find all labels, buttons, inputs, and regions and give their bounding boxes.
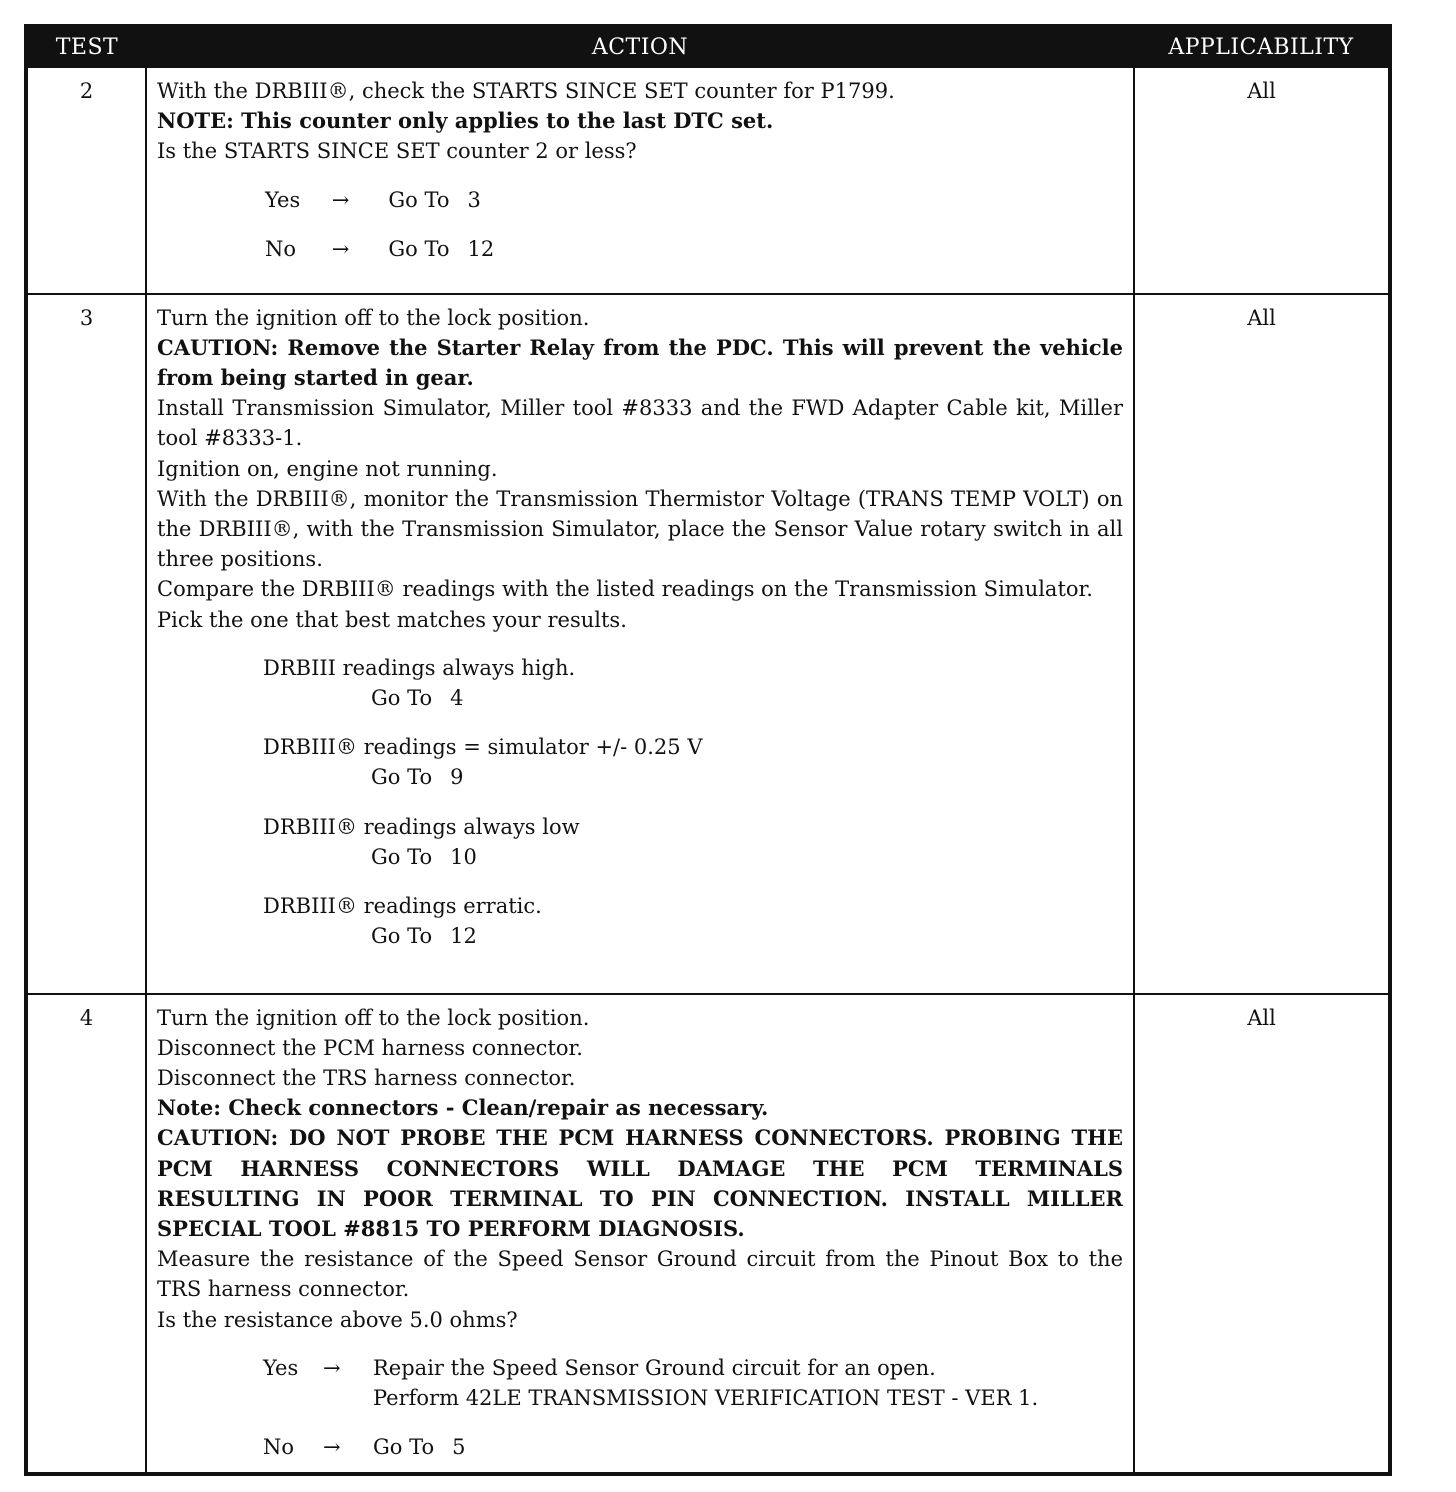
- caution-line: CAUTION: DO NOT PROBE THE PCM HARNESS CONNECTORS. PROBING THE PCM HARNESS CONNECTORS WILL DAMAGE THE PCM TERMINALS RESULTING IN POOR TERMINAL TO PIN CONNECTION. INSTALL MILLER SPECIAL TOOL #8815 TO PERFORM DIAGNOSIS.: [157, 1125, 1123, 1242]
- no-choice: No → Go To 12: [265, 234, 1123, 283]
- applicability-value: All: [1134, 294, 1390, 994]
- result-options: [157, 653, 1123, 952]
- action-line: Ignition on, engine not running.: [157, 456, 498, 481]
- yes-choice: Yes → Repair the Speed Sensor Ground circuit for an open. Perform 42LE TRANSMISSION VERIFICATION TEST - VER 1.: [263, 1353, 1123, 1413]
- note-line: NOTE: This counter only applies to the last DTC set.: [157, 108, 774, 134]
- table-row-test-4: [26, 994, 1390, 1475]
- applicability-value: All: [1134, 994, 1390, 1475]
- action-line: With the DRBIII®, check the STARTS SINCE SET counter for P1799.: [157, 79, 895, 103]
- result-option: DRBIII readings always high. Go To 4: [263, 655, 576, 711]
- action-cell: [146, 994, 1134, 1475]
- test-number: 2: [26, 67, 146, 294]
- action-line: Turn the ignition off to the lock position.: [157, 305, 590, 330]
- action-line: With the DRBIII®, monitor the Transmission Thermistor Voltage (TRANS TEMP VOLT) on the DRBIII®, with the Transmission Simulator, place the Sensor Value rotary switch in all three positions.: [157, 486, 1123, 572]
- right-arrow-icon: →: [331, 187, 350, 212]
- test-number: 4: [26, 994, 146, 1475]
- no-choice: No → Go To 5: [263, 1432, 1123, 1462]
- test-number: 3: [26, 294, 146, 994]
- action-line: Turn the ignition off to the lock position.: [157, 1005, 590, 1030]
- result-option: DRBIII® readings erratic. Go To 12: [263, 894, 542, 949]
- action-line: Measure the resistance of the Speed Sensor Ground circuit from the Pinout Box to the TRS harness connector.: [157, 1247, 1123, 1302]
- right-arrow-icon: →: [323, 1435, 341, 1460]
- right-arrow-icon: →: [331, 236, 350, 261]
- note-line: Note: Check connectors - Clean/repair as necessary.: [157, 1095, 769, 1121]
- action-line: Disconnect the TRS harness connector.: [157, 1066, 576, 1091]
- answer-choices: [263, 1353, 1123, 1463]
- caution-line: CAUTION: Remove the Starter Relay from the PDC. This will prevent the vehicle from being started in gear.: [157, 334, 1123, 391]
- header-applicability: APPLICABILITY: [1134, 26, 1390, 67]
- action-cell: [146, 294, 1134, 994]
- right-arrow-icon: →: [323, 1355, 341, 1380]
- table-header-row: [26, 26, 1390, 67]
- yes-choice: Yes → Go To 3: [265, 185, 1123, 234]
- question-line: Is the resistance above 5.0 ohms?: [157, 1307, 518, 1332]
- diagnostic-test-table: [24, 24, 1392, 1476]
- table-row-test-3: [26, 294, 1390, 994]
- result-option: DRBIII® readings always low Go To 10: [263, 814, 580, 869]
- question-line: Is the STARTS SINCE SET counter 2 or less?: [157, 139, 637, 164]
- header-action: ACTION: [146, 26, 1134, 67]
- action-line: Disconnect the PCM harness connector.: [157, 1035, 583, 1060]
- result-option: DRBIII® readings = simulator +/- 0.25 V Go To 9: [263, 735, 703, 790]
- action-cell: [146, 67, 1134, 294]
- action-line: Pick the one that best matches your results.: [157, 607, 627, 632]
- action-line: Install Transmission Simulator, Miller tool #8333 and the FWD Adapter Cable kit, Miller tool #8333-1.: [157, 396, 1123, 451]
- answer-choices: [265, 185, 1123, 283]
- applicability-value: All: [1134, 67, 1390, 294]
- header-test: TEST: [26, 26, 146, 67]
- table-row-test-2: [26, 67, 1390, 294]
- action-line: Compare the DRBIII® readings with the listed readings on the Transmission Simulator.: [157, 577, 1093, 602]
